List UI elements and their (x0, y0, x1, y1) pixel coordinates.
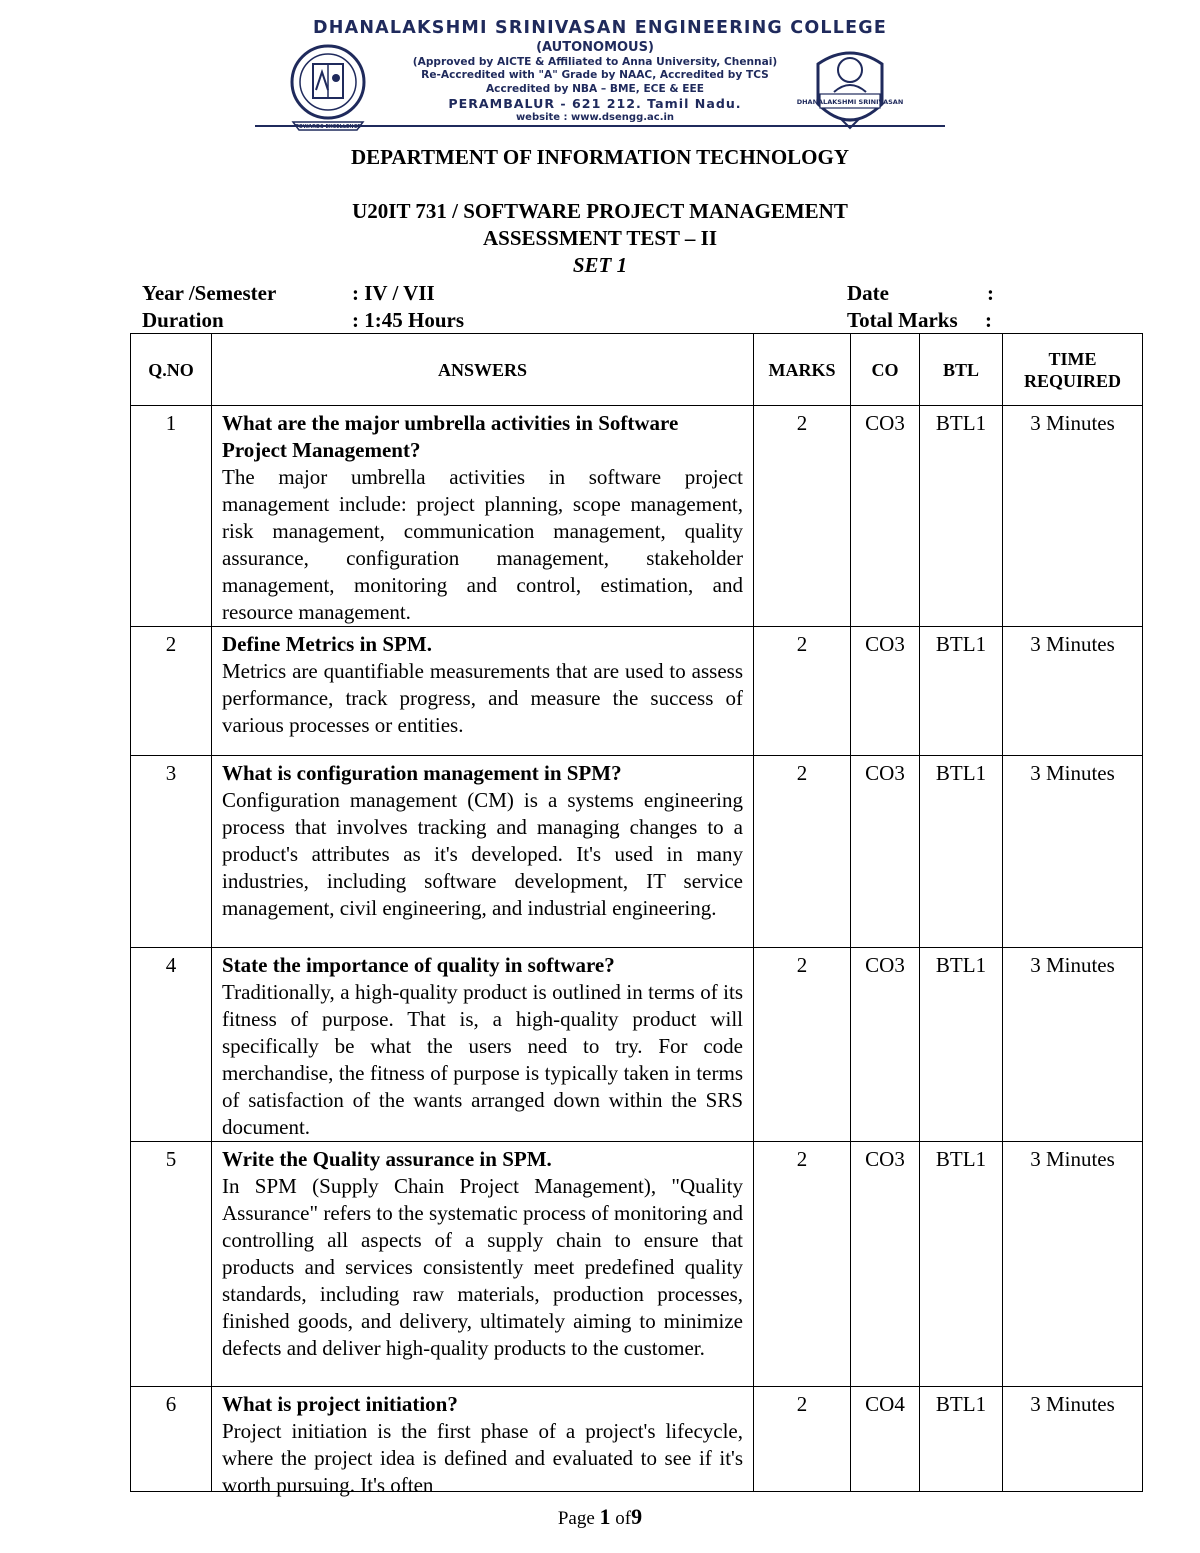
time-cell: 3 Minutes (1003, 1387, 1143, 1492)
year-label: Year /Semester (142, 281, 277, 305)
approval-line: (Approved by AICTE & Affiliated to Anna University, Chennai) (412, 56, 778, 68)
table-row (131, 1387, 1143, 1492)
btl-cell: BTL1 (920, 406, 1003, 627)
co-cell: CO3 (851, 948, 920, 1142)
time-cell: 3 Minutes (1003, 948, 1143, 1142)
table-row (131, 1142, 1143, 1387)
co-cell: CO3 (851, 627, 920, 756)
header-marks: MARKS (754, 334, 851, 406)
year-value: : IV / VII (352, 281, 435, 305)
question-text: What is configuration management in SPM? (222, 761, 622, 785)
marks-cell: 2 (754, 627, 851, 756)
department-title: DEPARTMENT OF INFORMATION TECHNOLOGY (350, 145, 850, 169)
question-text: What is project initiation? (222, 1392, 458, 1416)
of-word: of (615, 1508, 632, 1529)
answer-cell (212, 627, 754, 756)
header-time-line-1: TIME (1048, 348, 1097, 369)
answer-text: Metrics are quantifiable measurements that are used to assess performance, track progress, and measure the success of various processes or entities. (222, 659, 743, 737)
seal-motto: TOWARDS EXCELLENCE (295, 124, 361, 130)
question-number: 3 (131, 756, 212, 948)
founder-emblem-logo (796, 44, 904, 136)
marks-cell: 2 (754, 406, 851, 627)
question-text: State the importance of quality in software? (222, 953, 615, 977)
header-time-line-2: REQUIRED (1023, 370, 1121, 391)
date-label: Date (847, 281, 889, 305)
question-number: 6 (131, 1387, 212, 1492)
answer-cell (212, 948, 754, 1142)
set-title: SET 1 (572, 253, 628, 277)
header-qno: Q.NO (131, 334, 212, 406)
answer-text: Traditionally, a high-quality product is outlined in terms of its fitness of purpose. That is, a high-quality product will specifically be what the users need to try. For code merchandise, the fitness of purpose is typically taken in terms of satisfaction of the wants arranged down within the SRS document. (222, 980, 743, 1139)
emblem-text: DHANALAKSHMI SRINIVASAN (796, 98, 904, 106)
marks-cell: 2 (754, 1142, 851, 1387)
accreditation-line-2: Accredited by NBA – BME, ECE & EEE (485, 82, 705, 95)
btl-cell: BTL1 (920, 1387, 1003, 1492)
marks-cell: 2 (754, 756, 851, 948)
table-header-row (131, 334, 1143, 406)
page-total: 9 (631, 1504, 643, 1529)
time-cell: 3 Minutes (1003, 406, 1143, 627)
time-cell: 3 Minutes (1003, 627, 1143, 756)
table-row (131, 756, 1143, 948)
time-cell: 3 Minutes (1003, 756, 1143, 948)
address-line: PERAMBALUR - 621 212. Tamil Nadu. (448, 96, 742, 112)
co-cell: CO3 (851, 406, 920, 627)
btl-cell: BTL1 (920, 627, 1003, 756)
answer-text: Configuration management (CM) is a systems engineering process that involves tracking and managing changes to a product's attributes as it's developed. It's used in many industries, including software development, IT service management, civil engineering, and industrial engineering. (222, 788, 743, 920)
total-marks-label: Total Marks (847, 308, 958, 332)
header-time (1003, 334, 1143, 406)
exam-meta (0, 280, 1200, 336)
answer-key-table (130, 333, 1143, 1497)
question-text: What are the major umbrella activities in Software Project Management? (222, 411, 679, 462)
time-cell: 3 Minutes (1003, 1142, 1143, 1387)
answer-cell (212, 756, 754, 948)
autonomous-status: (AUTONOMOUS) (536, 40, 654, 55)
page-number: 1 (599, 1504, 611, 1529)
question-number: 5 (131, 1142, 212, 1387)
question-number: 4 (131, 948, 212, 1142)
answer-cell-clip (222, 1391, 743, 1497)
question-number: 2 (131, 627, 212, 756)
answer-text: In SPM (Supply Chain Project Management), "Quality Assurance" refers to the systematic process of monitoring and controlling all aspects of a supply chain to ensure that products and services consistently meet predefined quality standards, including raw materials, production processes, finished goods, and delivery, ultimately aiming to minimize defects and deliver high-quality products to the customer. (222, 1174, 743, 1360)
answer-text: The major umbrella activities in software project management include: project planning, scope management, risk management, communication management, quality assurance, configuration management, stakeholder management, monitoring and control, estimation, and resource management. (222, 465, 743, 624)
question-number: 1 (131, 406, 212, 627)
co-cell: CO3 (851, 1142, 920, 1387)
college-details (395, 40, 795, 125)
marks-cell: 2 (754, 1387, 851, 1492)
answer-cell (212, 1387, 754, 1497)
table-row (131, 406, 1143, 627)
college-seal-logo (285, 42, 371, 134)
co-cell: CO3 (851, 756, 920, 948)
btl-cell: BTL1 (920, 948, 1003, 1142)
question-text: Define Metrics in SPM. (222, 632, 432, 656)
table-row (131, 627, 1143, 756)
duration-label: Duration (142, 308, 224, 332)
page-word: Page (557, 1508, 595, 1529)
course-title: U20IT 731 / SOFTWARE PROJECT MANAGEMENT (352, 199, 848, 223)
question-text: Write the Quality assurance in SPM. (222, 1147, 552, 1171)
college-name: DHANALAKSHMI SRINIVASAN ENGINEERING COLLEGE (313, 18, 887, 38)
page-footer (0, 1504, 1200, 1530)
marks-cell: 2 (754, 948, 851, 1142)
btl-cell: BTL1 (920, 1142, 1003, 1387)
date-value: : (987, 281, 994, 305)
table-row (131, 948, 1143, 1142)
btl-cell: BTL1 (920, 756, 1003, 948)
co-cell: CO4 (851, 1387, 920, 1492)
letterhead (255, 14, 945, 132)
test-title: ASSESSMENT TEST – II (482, 226, 718, 250)
total-marks-value: : (985, 308, 992, 332)
answer-text: Project initiation is the first phase of a project's lifecycle, where the project idea is defined and evaluated to see if it's worth pursuing. It's often (222, 1419, 743, 1497)
accreditation-line-1: Re-Accredited with "A" Grade by NAAC, Accredited by TCS (421, 69, 769, 82)
header-co: CO (851, 334, 920, 406)
duration-value: : 1:45 Hours (352, 308, 464, 332)
header-answers: ANSWERS (212, 334, 754, 406)
answer-cell (212, 406, 754, 627)
website-line: website : www.dsengg.ac.in (515, 112, 675, 124)
answer-cell (212, 1142, 754, 1387)
letterhead-divider (255, 125, 945, 127)
header-btl: BTL (920, 334, 1003, 406)
